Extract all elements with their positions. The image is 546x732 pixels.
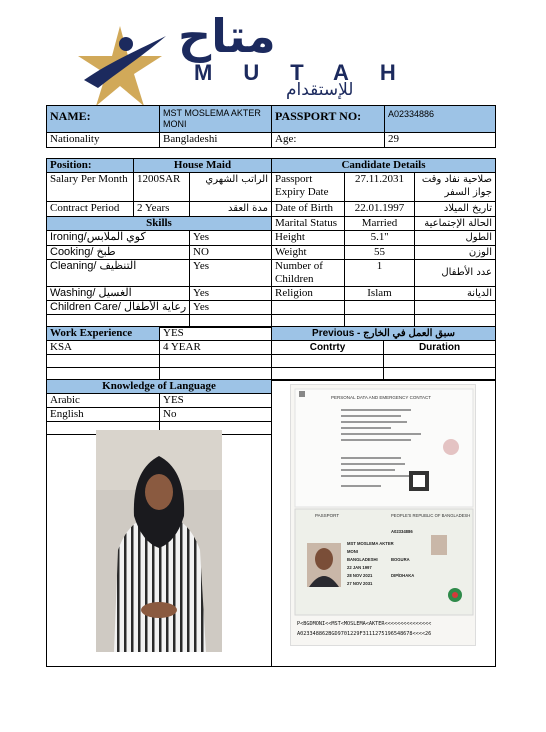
religion-label: Religion bbox=[272, 287, 345, 301]
skill-cleaning-label: Cleaning/ التنظيف bbox=[47, 260, 190, 287]
weight-arabic-label: الوزن bbox=[415, 246, 496, 260]
skill-washing-value: Yes bbox=[190, 287, 272, 301]
contract-value: 2 Years bbox=[134, 202, 190, 217]
nationality-label: Nationality bbox=[47, 133, 160, 148]
weight-label: Weight bbox=[272, 246, 345, 260]
marital-arabic-label: الحالة الإجتماعية bbox=[415, 217, 496, 231]
nationality-value: Bangladeshi bbox=[160, 133, 272, 148]
passport-surname: MST MOSLEMA AKTER bbox=[347, 541, 394, 546]
children-arabic-label: عدد الأطفال bbox=[415, 260, 496, 287]
logo-arabic-text: متاح bbox=[178, 9, 276, 63]
passport-expiry-label: Passport Expiry Date bbox=[272, 173, 345, 202]
salary-label: Salary Per Month bbox=[47, 173, 134, 202]
logo-star-icon bbox=[70, 22, 170, 110]
passport-value: A02334886 bbox=[385, 106, 496, 133]
age-value: 29 bbox=[385, 133, 496, 148]
passport-place: BOGURA bbox=[391, 557, 410, 562]
skill-cleaning-value: Yes bbox=[190, 260, 272, 287]
skill-washing-label: Washing/ الغسيل bbox=[47, 287, 190, 301]
passport-nationality: BANGLADESHI bbox=[347, 557, 378, 562]
height-label: Height bbox=[272, 231, 345, 246]
passport-label: PASSPORT NO: bbox=[272, 106, 385, 133]
salary-arabic-label: الراتب الشهري bbox=[190, 173, 272, 202]
duration-value: 4 YEAR bbox=[160, 341, 272, 355]
name-label: NAME: bbox=[47, 106, 160, 133]
skills-header: Skills bbox=[47, 217, 272, 231]
religion-arabic-label: الديانة bbox=[415, 287, 496, 301]
language-english-value: No bbox=[160, 408, 272, 422]
skill-ironing-label: Ironing/كوي الملابس bbox=[47, 231, 190, 246]
personal-info-table bbox=[46, 105, 496, 148]
candidate-photo bbox=[96, 430, 222, 652]
passport-page-title: PERSONAL DATA AND EMERGENCY CONTACT bbox=[331, 395, 432, 400]
column-duration: Duration bbox=[384, 341, 496, 355]
logo-latin-text: MUTAH bbox=[194, 60, 427, 85]
language-english-label: English bbox=[47, 408, 160, 422]
position-value: House Maid bbox=[134, 159, 272, 173]
passport-doc-label: PASSPORT bbox=[315, 513, 340, 518]
passport-authority: DIP/DHAKA bbox=[391, 573, 415, 578]
previous-work-header: Previous - سبق العمل في الخارج bbox=[272, 327, 496, 341]
logo-tagline: للإستقدام bbox=[286, 80, 354, 100]
experience-table bbox=[46, 326, 496, 381]
contract-label: Contract Period bbox=[47, 202, 134, 217]
column-country: Contrty bbox=[272, 341, 384, 355]
height-arabic-label: الطول bbox=[415, 231, 496, 246]
passport-issue-date: 28 NOV 2021 bbox=[347, 573, 373, 578]
company-logo bbox=[70, 9, 470, 102]
passport-expiry-arabic-label: صلاحية نفاد وقت جواز السفر bbox=[415, 173, 496, 202]
passport-dob: 22 JAN 1997 bbox=[347, 565, 372, 570]
skill-childcare-value: Yes bbox=[190, 301, 272, 315]
marital-label: Marital Status bbox=[272, 217, 345, 231]
language-arabic-label: Arabic bbox=[47, 394, 160, 408]
language-header: Knowledge of Language bbox=[47, 380, 272, 394]
weight-value: 55 bbox=[345, 246, 415, 260]
passport-scan bbox=[290, 384, 476, 646]
candidate-photo-image bbox=[96, 430, 222, 652]
work-experience-label: Work Experience bbox=[47, 327, 160, 341]
passport-mrz-line-1: P<BGDMONI<<MST<MOSLEMA<AKTER<<<<<<<<<<<<<<< bbox=[297, 621, 432, 627]
skill-ironing-value: Yes bbox=[190, 231, 272, 246]
passport-country: PEOPLE'S REPUBLIC OF BANGLADESH bbox=[391, 513, 471, 518]
country-value: KSA bbox=[47, 341, 160, 355]
passport-expiry-value: 27.11.2031 bbox=[345, 173, 415, 202]
passport-expiry-date: 27 NOV 2031 bbox=[347, 581, 373, 586]
position-label: Position: bbox=[47, 159, 134, 173]
name-value: MST MOSLEMA AKTER MONI bbox=[160, 106, 272, 133]
passport-mrz-line-2: A023348862BGD9701229F3111275196548678<<<<26 bbox=[297, 631, 432, 637]
dob-value: 22.01.1997 bbox=[345, 202, 415, 217]
age-label: Age: bbox=[272, 133, 385, 148]
language-arabic-value: YES bbox=[160, 394, 272, 408]
work-experience-value: YES bbox=[160, 327, 272, 341]
candidate-details-header: Candidate Details bbox=[272, 159, 496, 173]
skill-childcare-label: Children Care/ رعاية الأطفال bbox=[47, 301, 190, 315]
children-label: Number of Children bbox=[272, 260, 345, 287]
marital-value: Married bbox=[345, 217, 415, 231]
salary-value: 1200SAR bbox=[134, 173, 190, 202]
religion-value: Islam bbox=[345, 287, 415, 301]
children-value: 1 bbox=[345, 260, 415, 287]
passport-scan-image bbox=[291, 385, 476, 646]
dob-arabic-label: تاريخ الميلاد bbox=[415, 202, 496, 217]
passport-given-name: MONI bbox=[347, 549, 358, 554]
contract-arabic-label: مدة العقد bbox=[190, 202, 272, 217]
height-value: 5.1'' bbox=[345, 231, 415, 246]
details-table bbox=[46, 158, 496, 328]
passport-number: A02334886 bbox=[391, 529, 413, 534]
dob-label: Date of Birth bbox=[272, 202, 345, 217]
skill-cooking-label: Cooking/ طبخ bbox=[47, 246, 190, 260]
skill-cooking-value: NO bbox=[190, 246, 272, 260]
